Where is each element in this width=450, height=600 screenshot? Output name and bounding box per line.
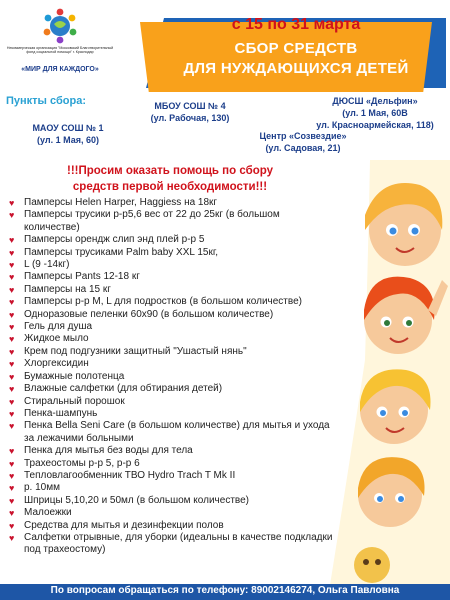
list-item: [8, 346, 338, 358]
heart-bullet-icon: ♥: [9, 384, 15, 395]
item-text: р. 10мм: [24, 482, 60, 494]
item-text: Влажные салфетки (для обтирания детей): [24, 383, 223, 395]
list-item: [8, 234, 338, 246]
heart-bullet-icon: ♥: [9, 421, 15, 432]
list-item: [8, 197, 338, 209]
list-item: [8, 520, 338, 532]
needed-items-list: [8, 197, 338, 557]
list-item: [8, 383, 338, 395]
list-item: [8, 309, 338, 321]
list-item: [8, 408, 338, 420]
list-item: [8, 333, 338, 345]
list-item: [8, 209, 338, 234]
list-item: [8, 371, 338, 383]
collection-points-label: Пункты сбора:: [6, 95, 86, 107]
banner-title-line2: ДЛЯ НУЖДАЮЩИХСЯ ДЕТЕЙ: [183, 60, 409, 77]
list-item: [8, 445, 338, 457]
list-item: [8, 396, 338, 408]
heart-bullet-icon: ♥: [9, 297, 15, 308]
item-text: Малоежки: [24, 507, 72, 519]
list-item: [8, 358, 338, 370]
site-address: (ул. Садовая, 21): [265, 143, 341, 153]
collection-site-delfin: [300, 95, 450, 131]
list-item: [8, 458, 338, 470]
site-name: МБОУ СОШ № 4: [154, 101, 226, 111]
heart-bullet-icon: ♥: [9, 470, 15, 481]
contact-footer: [0, 584, 450, 600]
item-text: Салфетки отрывные, для уборки (идеальны в качестве подкладки под трахеостому): [24, 531, 333, 556]
item-text: Памперсы орендж слип энд плей р-р 5: [24, 234, 205, 246]
collection-site-sozvezdie: [238, 130, 368, 154]
item-text: L (9 -14кг): [24, 259, 70, 271]
globe-people-icon: [42, 8, 78, 44]
heart-bullet-icon: ♥: [9, 508, 15, 519]
heart-bullet-icon: ♥: [9, 235, 15, 246]
item-text: Стиральный порошок: [24, 395, 125, 407]
heart-bullet-icon: ♥: [9, 483, 15, 494]
heart-bullet-icon: ♥: [9, 198, 15, 208]
organization-logo: [4, 6, 116, 94]
campaign-dates: с 15 по 31 марта: [231, 16, 361, 33]
header-area: [0, 0, 450, 160]
heart-bullet-icon: ♥: [9, 210, 15, 221]
item-text: Памперсы Helen Harper, Haggiess на 18кг: [24, 197, 218, 208]
list-item: [8, 271, 338, 283]
contact-text: По вопросам обращаться по телефону: 89002146274, Ольга Павловна: [50, 585, 400, 596]
site-address: (ул. Рабочая, 130): [150, 113, 230, 123]
site-address-line2: ул. Красноармейская, 118): [316, 120, 434, 130]
site-name: Центр «Созвездие»: [259, 131, 347, 141]
item-text: Памперсы трусики р-р5,6 вес от 22 до 25кг (в большом количестве): [24, 209, 280, 233]
item-text: Шприцы 5,10,20 и 50мл (в большом количестве): [24, 494, 250, 506]
item-text: Трахеостомы р-р 5, р-р 6: [24, 457, 140, 469]
heart-bullet-icon: ♥: [9, 495, 15, 506]
heart-bullet-icon: ♥: [9, 520, 15, 531]
item-text: Памперсы трусиками Palm baby XXL 15кг,: [24, 246, 219, 258]
logo-caption: Некоммерческая организация "Московский Благотворительный фонд социальной помощи" г. Краснодар: [6, 46, 114, 55]
list-item: [8, 532, 338, 557]
site-address-line1: (ул. 1 Мая, 60В: [342, 108, 408, 118]
item-text: Памперсы р-р M, L для подростков (в большом количестве): [24, 296, 302, 308]
list-item: [8, 259, 338, 271]
site-name: ДЮСШ «Дельфин»: [332, 96, 418, 106]
list-item: [8, 284, 338, 296]
item-text: Тепловлагообменник ТВО Hydro Trach T Mk II: [24, 469, 236, 481]
item-text: Пенка для мытья без воды для тела: [24, 445, 193, 457]
item-text: Средства для мытья и дезинфекции полов: [24, 519, 224, 531]
list-item: [8, 495, 338, 507]
heart-bullet-icon: ♥: [9, 346, 15, 357]
list-item: [8, 420, 338, 445]
heart-bullet-icon: ♥: [9, 371, 15, 382]
heart-bullet-icon: ♥: [9, 408, 15, 419]
list-item: [8, 507, 338, 519]
collection-site-school-4: [130, 100, 250, 124]
item-text: Гель для душа: [24, 321, 93, 333]
item-text: Хлоргексидин: [24, 358, 89, 370]
appeal-line2: средств первой необходимости!!!: [72, 181, 268, 193]
list-item: [8, 296, 338, 308]
logo-name: «МИР ДЛЯ КАЖДОГО»: [21, 66, 99, 73]
list-item: [8, 247, 338, 259]
heart-bullet-icon: ♥: [9, 359, 15, 370]
heart-bullet-icon: ♥: [9, 458, 15, 469]
heart-bullet-icon: ♥: [9, 446, 15, 457]
item-text: Памперсы на 15 кг: [24, 283, 111, 295]
list-item: [8, 321, 338, 333]
heart-bullet-icon: ♥: [9, 532, 15, 543]
list-item: [8, 470, 338, 482]
item-text: Бумажные полотенца: [24, 370, 125, 382]
heart-bullet-icon: ♥: [9, 334, 15, 345]
appeal-text: [10, 163, 330, 195]
item-text: Пенка-шампунь: [24, 407, 98, 419]
site-address: (ул. 1 Мая, 60): [37, 135, 99, 145]
banner-title-line1: СБОР СРЕДСТВ: [234, 40, 358, 57]
item-text: Жидкое мыло: [24, 333, 89, 345]
item-text: Крем под подгузники защитный "Ушастый нянь": [24, 345, 247, 357]
item-text: Одноразовые пеленки 60х90 (в большом количестве): [24, 308, 274, 320]
collection-site-school-1: [8, 122, 128, 146]
heart-bullet-icon: ♥: [9, 396, 15, 407]
item-text: Памперсы Pants 12-18 кг: [24, 271, 140, 283]
heart-bullet-icon: ♥: [9, 272, 15, 283]
heart-bullet-icon: ♥: [9, 284, 15, 295]
title-banner: [146, 18, 446, 88]
heart-bullet-icon: ♥: [9, 247, 15, 258]
heart-bullet-icon: ♥: [9, 260, 15, 271]
heart-bullet-icon: ♥: [9, 309, 15, 320]
appeal-line1: !!!Просим оказать помощь по сбору: [67, 165, 273, 177]
site-name: МАОУ СОШ № 1: [32, 123, 104, 133]
heart-bullet-icon: ♥: [9, 322, 15, 333]
list-item: [8, 482, 338, 494]
item-text: Пенка Bella Seni Care (в большом количестве) для мытья и ухода за лежачими больными: [24, 420, 330, 444]
